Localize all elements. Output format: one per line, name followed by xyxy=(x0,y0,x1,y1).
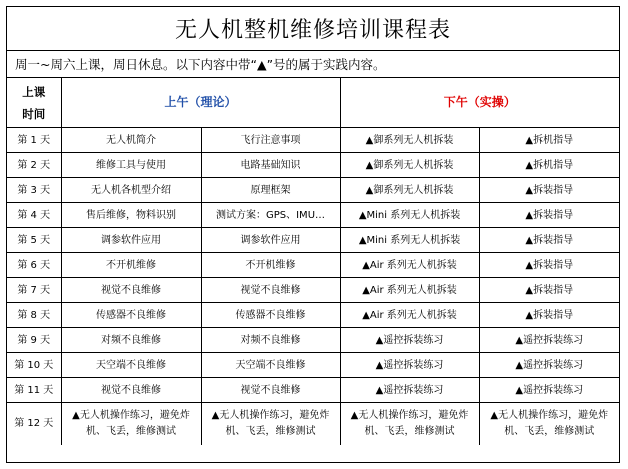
day-cell: 第 9 天 xyxy=(7,328,61,353)
day-cell: 第 12 天 xyxy=(7,403,61,446)
table-row xyxy=(7,403,619,446)
header-time-line1: 上课 xyxy=(22,84,46,99)
afternoon-cell-1: ▲Mini 系列无人机拆装 xyxy=(340,228,479,253)
day-cell: 第 3 天 xyxy=(7,178,61,203)
day-cell: 第 1 天 xyxy=(7,128,61,153)
afternoon-cell-2: ▲拆装指导 xyxy=(479,278,619,303)
afternoon-cell-1: ▲遥控拆装练习 xyxy=(340,378,479,403)
morning-cell-1: ▲无人机操作练习，避免炸机、飞丢，维修测试 xyxy=(61,403,201,446)
afternoon-cell-1: ▲遥控拆装练习 xyxy=(340,353,479,378)
afternoon-cell-2: ▲遥控拆装练习 xyxy=(479,353,619,378)
table-row xyxy=(7,153,619,178)
morning-cell-2: ▲无人机操作练习，避免炸机、飞丢，维修测试 xyxy=(201,403,340,446)
day-cell: 第 10 天 xyxy=(7,353,61,378)
afternoon-cell-1: ▲遥控拆装练习 xyxy=(340,328,479,353)
morning-cell-1: 无人机各机型介绍 xyxy=(61,178,201,203)
morning-cell-2: 视觉不良维修 xyxy=(201,278,340,303)
morning-cell-2: 对频不良维修 xyxy=(201,328,340,353)
morning-cell-2: 调参软件应用 xyxy=(201,228,340,253)
morning-cell-2: 天空端不良维修 xyxy=(201,353,340,378)
morning-cell-1: 维修工具与使用 xyxy=(61,153,201,178)
morning-cell-1: 无人机简介 xyxy=(61,128,201,153)
afternoon-cell-2: ▲拆装指导 xyxy=(479,178,619,203)
table-row xyxy=(7,278,619,303)
morning-cell-2: 飞行注意事项 xyxy=(201,128,340,153)
morning-cell-1: 调参软件应用 xyxy=(61,228,201,253)
morning-cell-2: 原理框架 xyxy=(201,178,340,203)
afternoon-cell-2: ▲拆机指导 xyxy=(479,128,619,153)
morning-cell-1: 传感器不良维修 xyxy=(61,303,201,328)
morning-cell-2: 不开机维修 xyxy=(201,253,340,278)
table-header-row xyxy=(7,78,619,128)
afternoon-cell-2: ▲遥控拆装练习 xyxy=(479,328,619,353)
day-cell: 第 11 天 xyxy=(7,378,61,403)
table-row xyxy=(7,178,619,203)
afternoon-cell-1: ▲御系列无人机拆装 xyxy=(340,178,479,203)
table-row xyxy=(7,203,619,228)
afternoon-cell-2: ▲拆装指导 xyxy=(479,203,619,228)
table-row xyxy=(7,128,619,153)
header-time-line2: 时间 xyxy=(22,106,46,121)
morning-cell-1: 视觉不良维修 xyxy=(61,278,201,303)
header-afternoon: 下午（实操） xyxy=(340,78,619,128)
table-row xyxy=(7,303,619,328)
day-cell: 第 8 天 xyxy=(7,303,61,328)
afternoon-cell-2: ▲拆机指导 xyxy=(479,153,619,178)
afternoon-cell-2: ▲拆装指导 xyxy=(479,253,619,278)
afternoon-cell-2: ▲遥控拆装练习 xyxy=(479,378,619,403)
morning-cell-2: 测试方案：GPS、IMU… xyxy=(201,203,340,228)
morning-cell-1: 对频不良维修 xyxy=(61,328,201,353)
afternoon-cell-1: ▲Air 系列无人机拆装 xyxy=(340,278,479,303)
table-row xyxy=(7,353,619,378)
table-row xyxy=(7,378,619,403)
table-row xyxy=(7,253,619,278)
day-cell: 第 4 天 xyxy=(7,203,61,228)
page-title: 无人机整机维修培训课程表 xyxy=(7,7,619,51)
table-row xyxy=(7,228,619,253)
day-cell: 第 2 天 xyxy=(7,153,61,178)
morning-cell-2: 传感器不良维修 xyxy=(201,303,340,328)
afternoon-cell-1: ▲御系列无人机拆装 xyxy=(340,153,479,178)
afternoon-cell-2: ▲无人机操作练习，避免炸机、飞丢，维修测试 xyxy=(479,403,619,446)
morning-cell-1: 不开机维修 xyxy=(61,253,201,278)
schedule-table xyxy=(7,78,619,445)
day-cell: 第 5 天 xyxy=(7,228,61,253)
afternoon-cell-1: ▲Air 系列无人机拆装 xyxy=(340,253,479,278)
course-schedule-sheet xyxy=(6,6,620,463)
day-cell: 第 6 天 xyxy=(7,253,61,278)
morning-cell-1: 售后维修，物料识别 xyxy=(61,203,201,228)
table-row xyxy=(7,328,619,353)
afternoon-cell-1: ▲Mini 系列无人机拆装 xyxy=(340,203,479,228)
morning-cell-2: 电路基础知识 xyxy=(201,153,340,178)
schedule-note: 周一~周六上课，周日休息。以下内容中带“▲”号的属于实践内容。 xyxy=(7,51,619,78)
morning-cell-1: 视觉不良维修 xyxy=(61,378,201,403)
morning-cell-2: 视觉不良维修 xyxy=(201,378,340,403)
morning-cell-1: 天空端不良维修 xyxy=(61,353,201,378)
afternoon-cell-1: ▲Air 系列无人机拆装 xyxy=(340,303,479,328)
afternoon-cell-1: ▲御系列无人机拆装 xyxy=(340,128,479,153)
header-time xyxy=(7,78,61,128)
afternoon-cell-2: ▲拆装指导 xyxy=(479,228,619,253)
day-cell: 第 7 天 xyxy=(7,278,61,303)
afternoon-cell-2: ▲拆装指导 xyxy=(479,303,619,328)
afternoon-cell-1: ▲无人机操作练习，避免炸机、飞丢，维修测试 xyxy=(340,403,479,446)
header-morning: 上午（理论） xyxy=(61,78,340,128)
